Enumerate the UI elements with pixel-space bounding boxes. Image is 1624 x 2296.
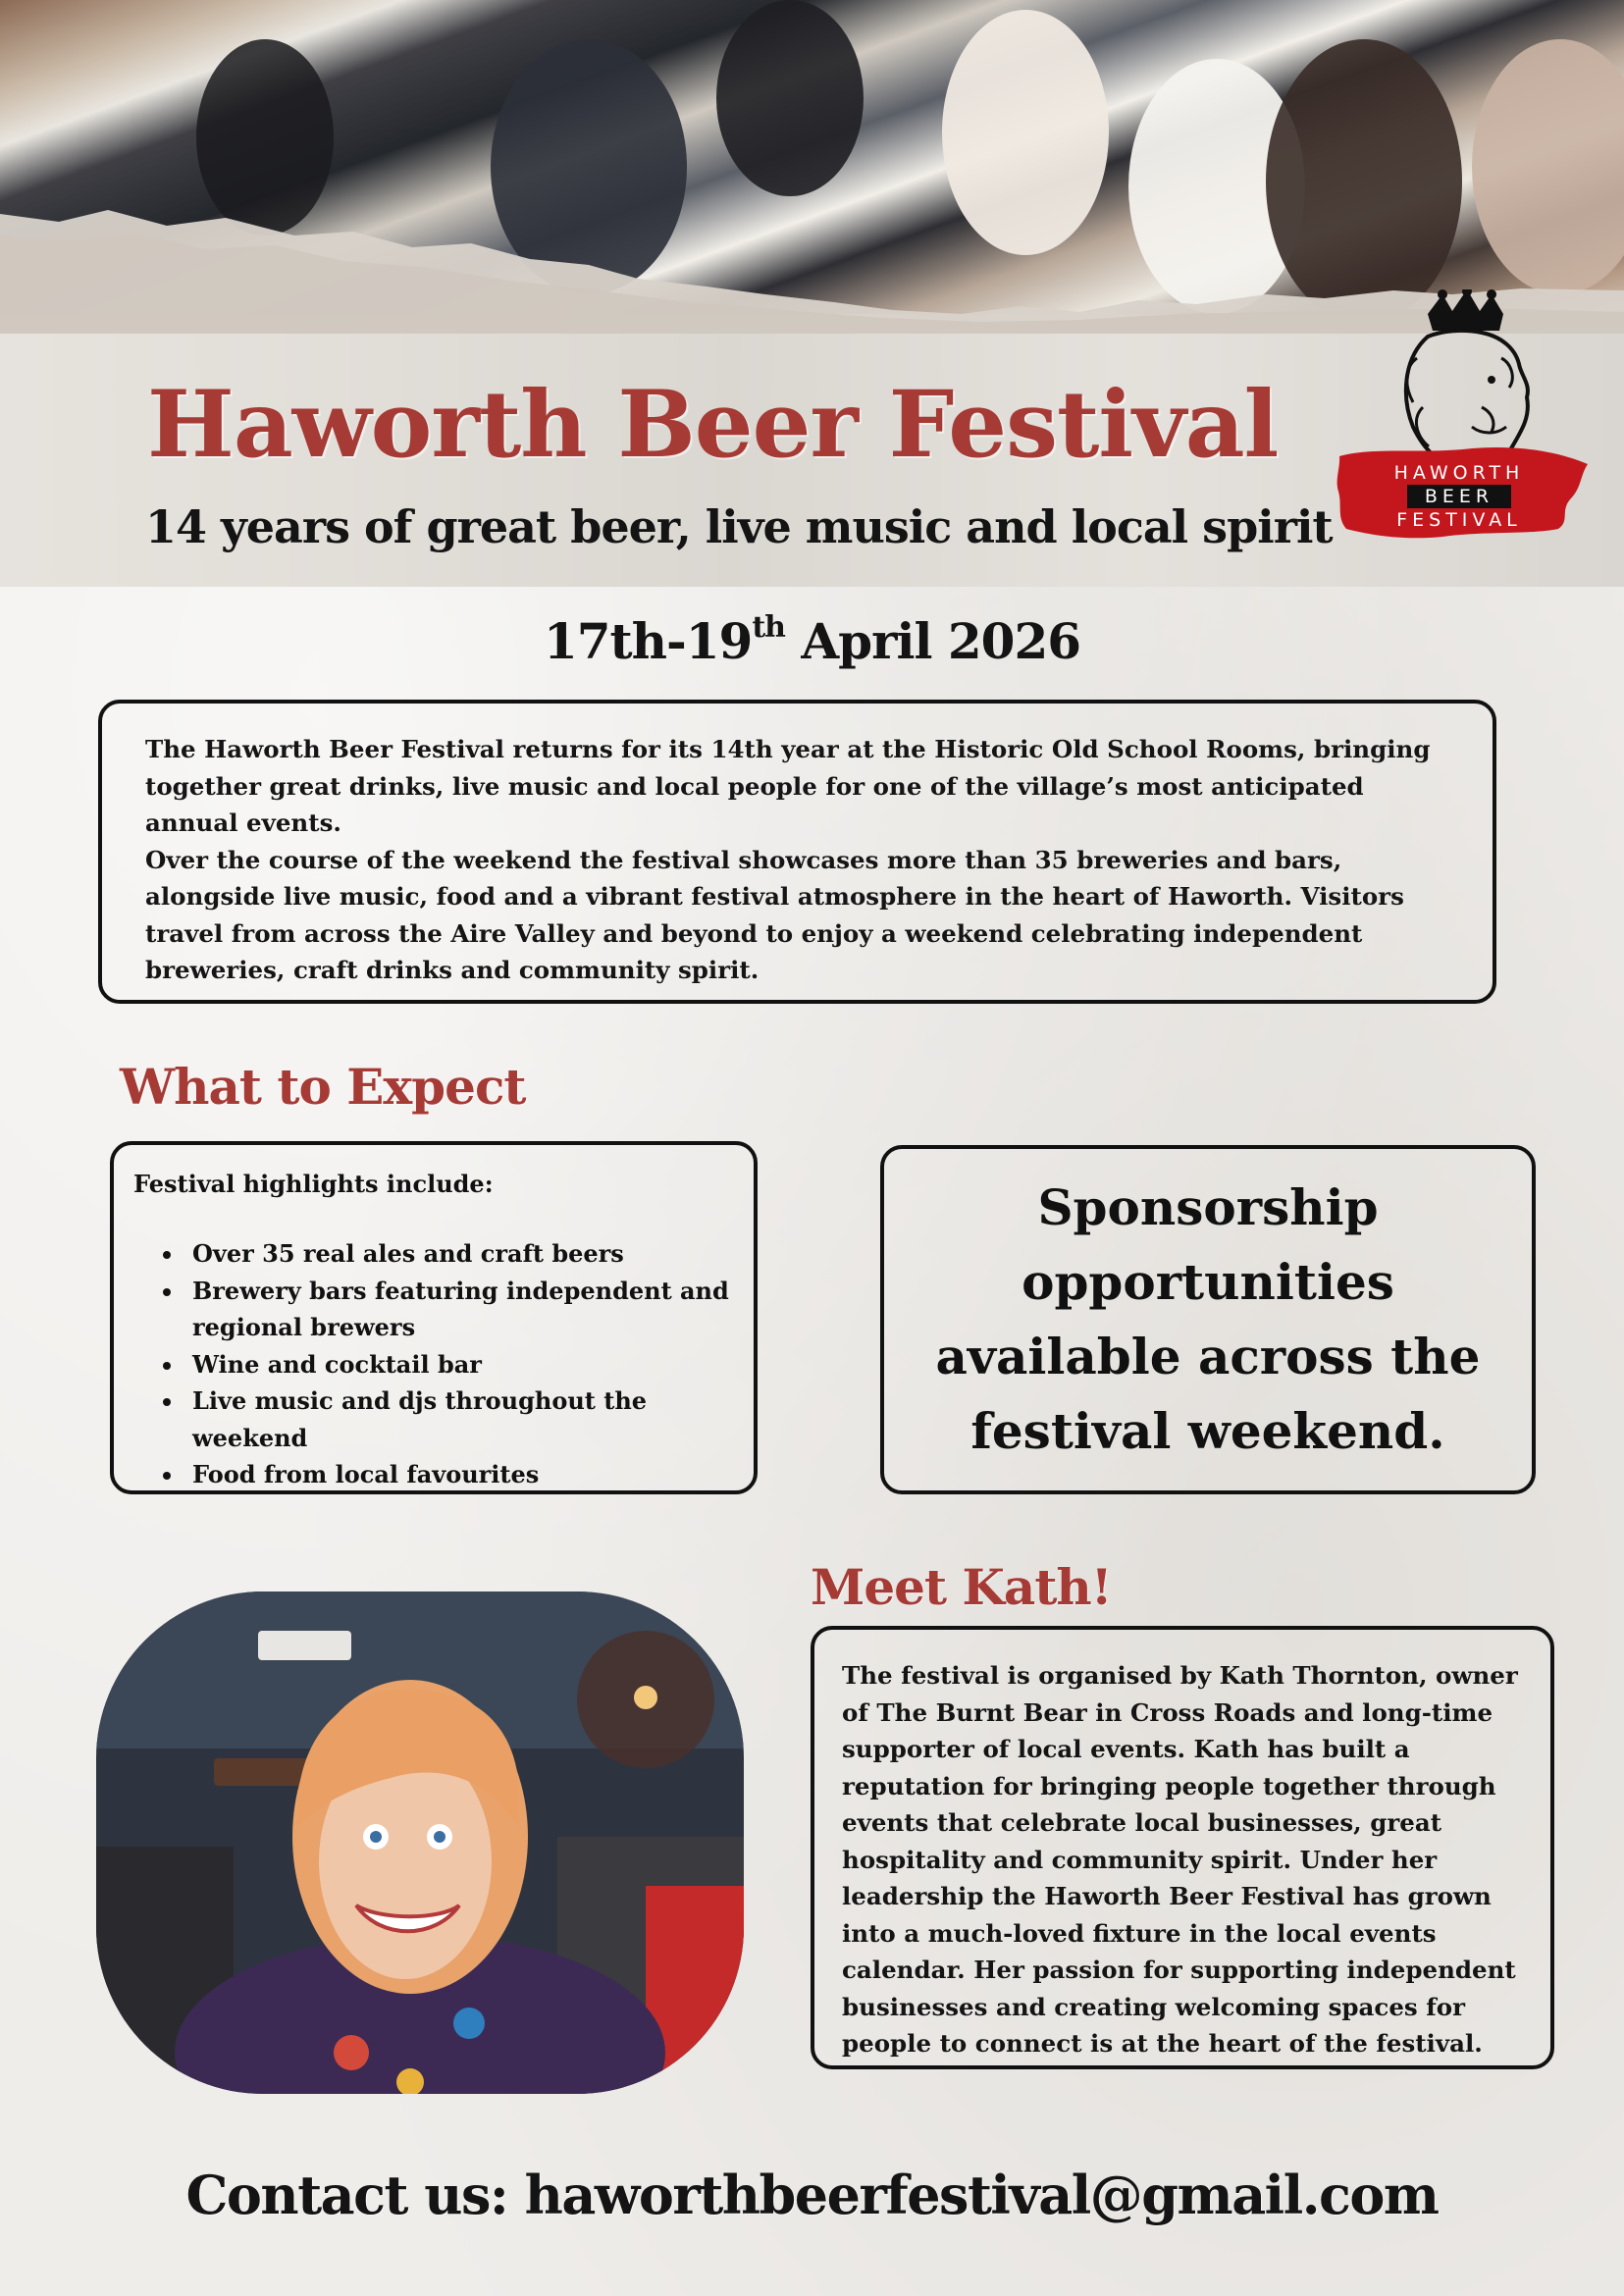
list-item: • Food from local favourites [184,1456,734,1493]
list-item: • Live music and djs throughout the weekend [184,1383,734,1456]
highlights-list [133,1235,734,1493]
crowd-figure [716,0,864,196]
list-item: • Wine and cocktail bar [184,1346,734,1383]
sponsorship-box [880,1145,1536,1494]
kath-photo-illustration [96,1592,744,2094]
date-start: 17th-19 [543,612,753,670]
date-superscript: th [752,610,785,645]
intro-paragraph-2: Over the course of the weekend the festival showcases more than 35 breweries and bars, alongside live music, food and a vibrant festival atmosphere in the heart of Haworth. Visitors travel from across the Aire Valley and beyond to enjoy a weekend celebrating independent breweries, craft drinks and community spirit. [145,845,1404,984]
highlights-box [110,1141,758,1494]
festival-title: Haworth Beer Festival [147,371,1279,479]
meet-kath-heading: Meet Kath! [811,1558,1112,1616]
intro-paragraph-1: The Haworth Beer Festival returns for its 14th year at the Historic Old School Rooms, bringing together great drinks, live music and local people for one of the village’s most anticipated annual events. [145,735,1431,837]
intro-box [98,700,1496,1004]
list-item: • Over 35 real ales and craft beers [184,1235,734,1273]
contact-line: Contact us: haworthbeerfestival@gmail.com [185,2164,1439,2226]
festival-subtitle: 14 years of great beer, live music and local spirit [145,500,1333,553]
sponsorship-text: Sponsorship opportunities available across the festival weekend. [935,1178,1481,1460]
date-end: April 2026 [784,612,1081,670]
logo-wordmark [1346,461,1572,532]
highlights-lead: Festival highlights include: [133,1170,494,1198]
logo-line-3: FESTIVAL [1396,509,1522,531]
what-to-expect-heading: What to Expect [120,1058,526,1116]
kath-bio-box [811,1626,1554,2069]
festival-date [0,610,1624,670]
logo-line-2: BEER [1407,485,1511,508]
kath-bio-text: The festival is organised by Kath Thornton, owner of The Burnt Bear in Cross Roads and long-time supporter of local events. Kath has built a reputation for bringing people together through events that celebrate local businesses, great hospitality and community spirit. Under her leadership the Haworth Beer Festival has grown into a much-loved fixture in the local events calendar. Her passion for supporting independent businesses and creating welcoming spaces for people to connect is at the heart of the festival. [842,1661,1518,2058]
hero-banner [0,0,1624,587]
kath-portrait-photo [96,1592,744,2094]
list-item: • Brewery bars featuring independent and regional brewers [184,1273,734,1346]
logo-line-1: HAWORTH [1393,462,1525,484]
